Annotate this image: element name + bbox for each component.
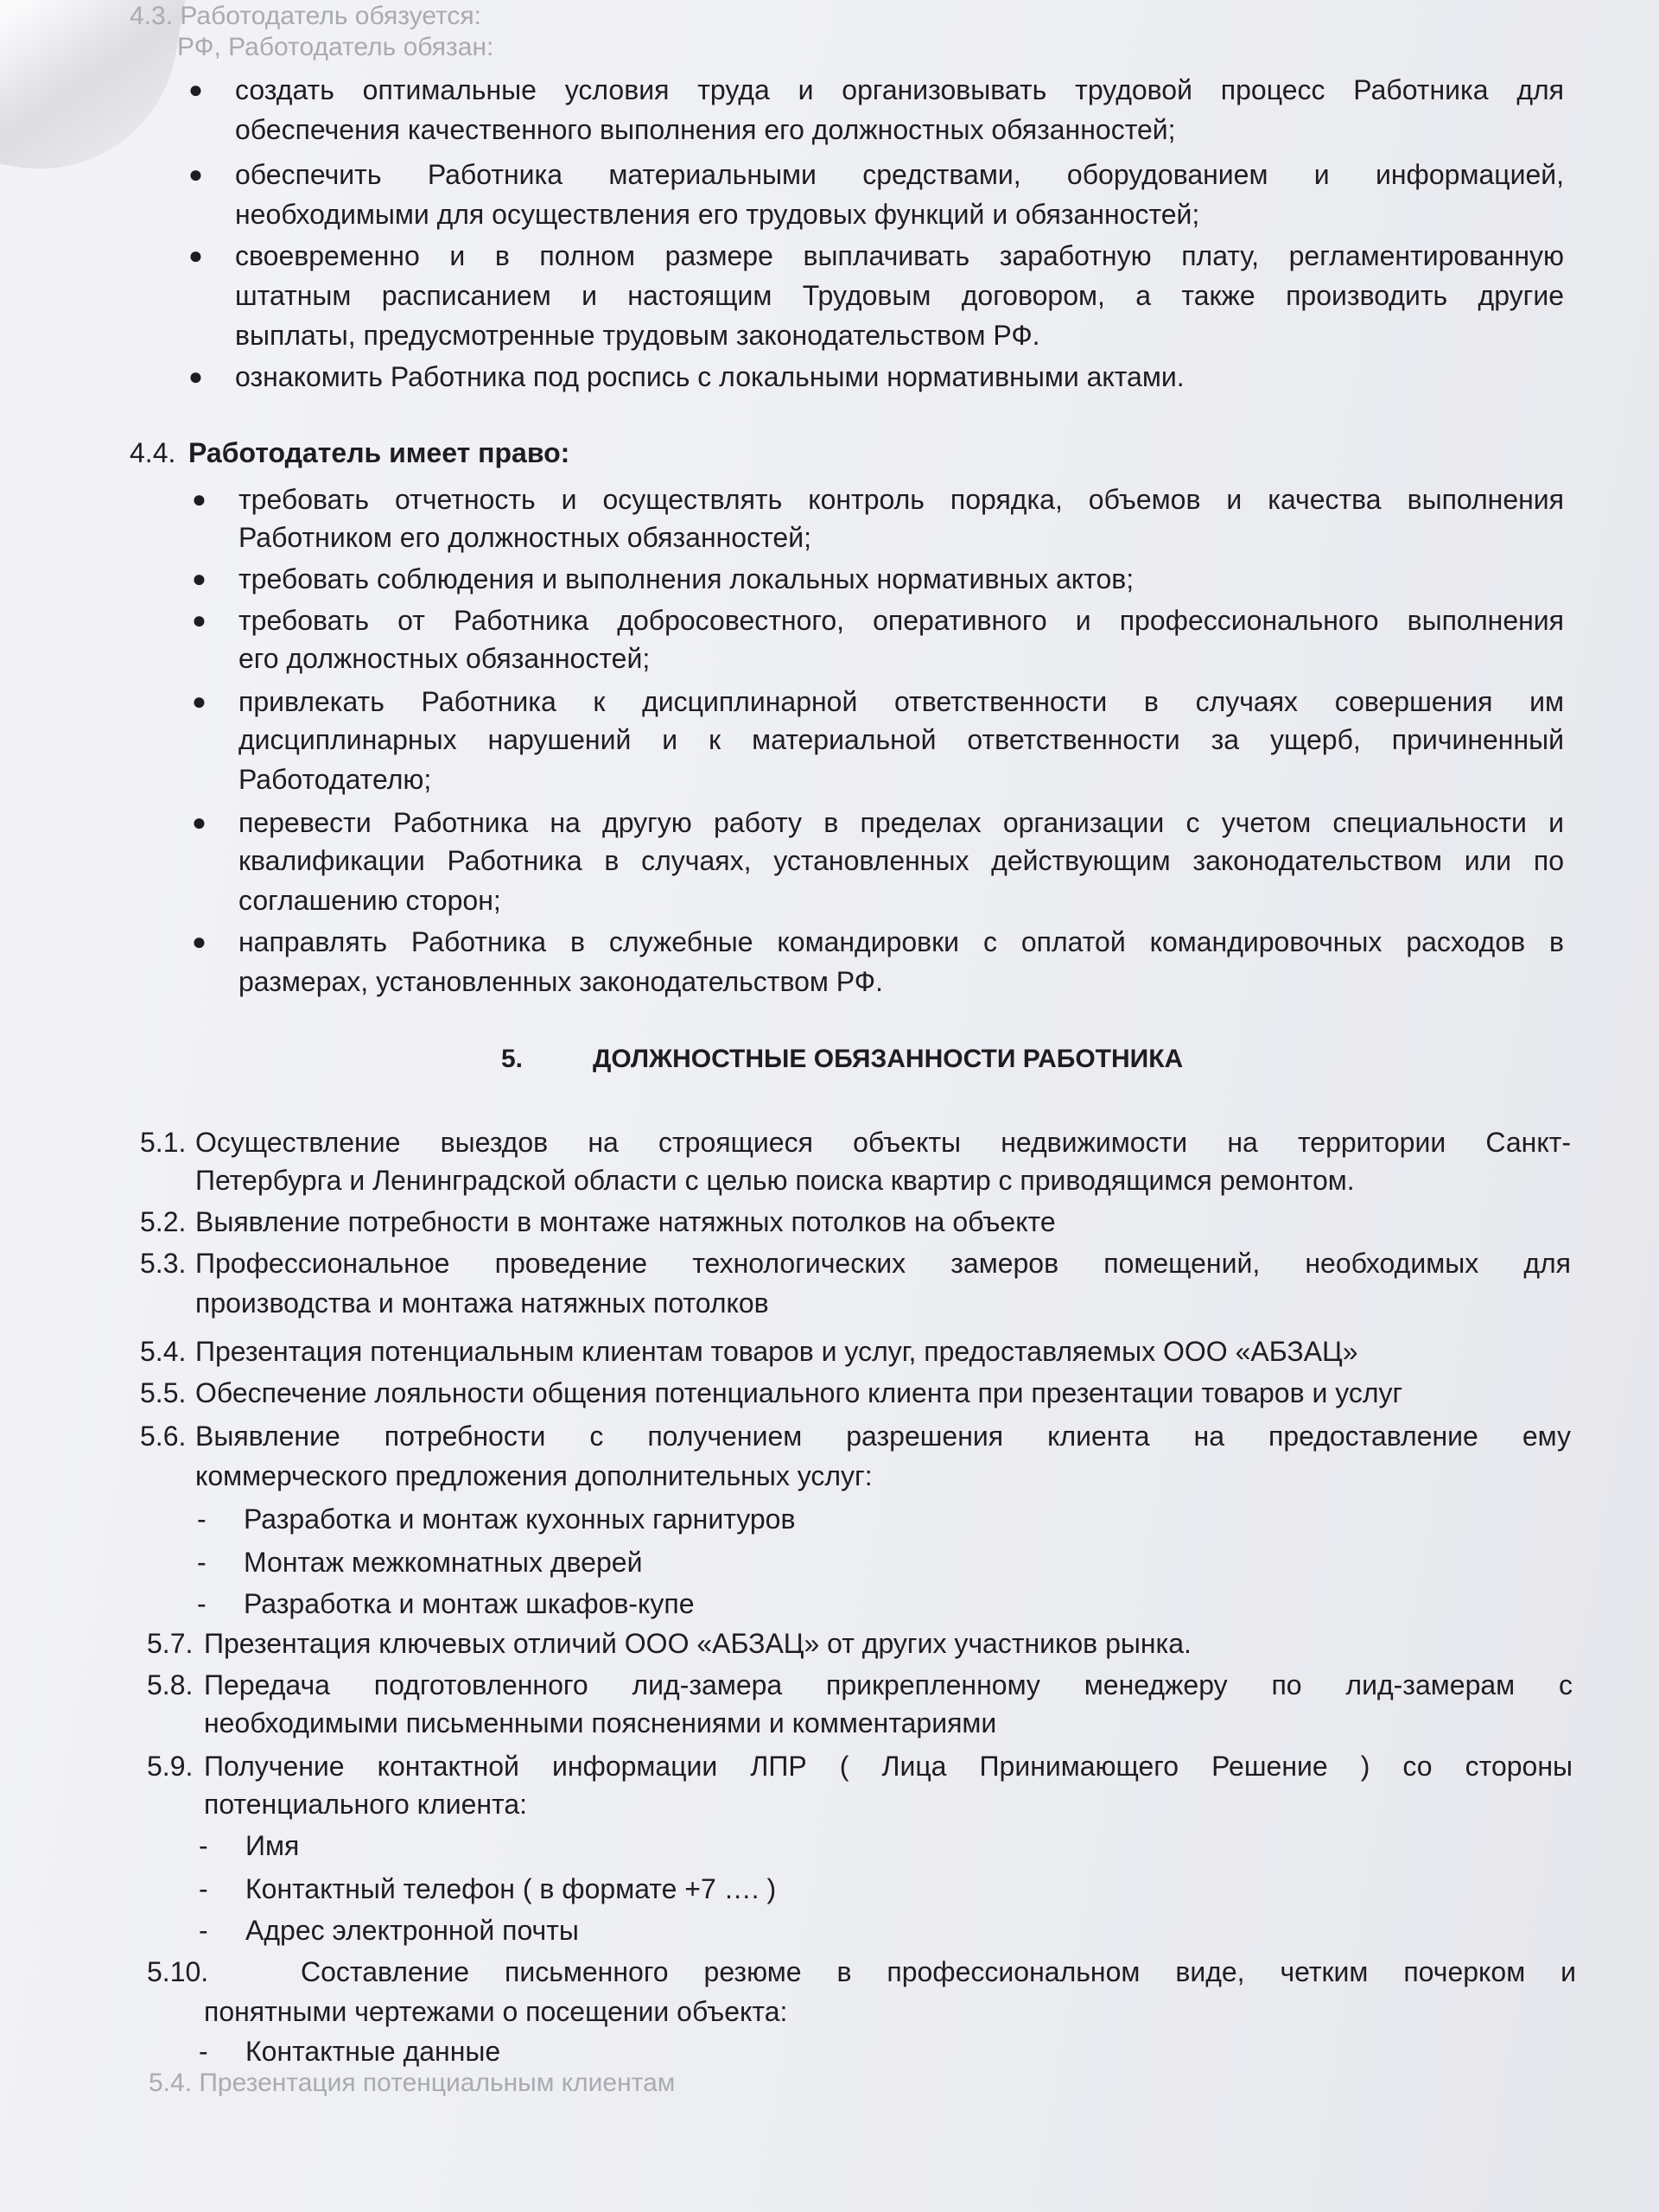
item-5-3-line-2: производства и монтажа натяжных потолков	[195, 1287, 769, 1319]
sub-5-6-3: Разработка и монтаж шкафов-купе	[244, 1588, 695, 1619]
ghost-text-top-1: 4.3. Работодатель обязуется:	[130, 2, 482, 30]
bullet-icon: ●	[192, 565, 207, 592]
bullet-4-3-2-line-1: обеспечить Работника материальными средствами, оборудованием и информацией,	[235, 159, 1564, 190]
section-4-4-number: 4.4.	[130, 437, 176, 468]
bullet-icon: ●	[188, 161, 203, 188]
bullet-icon: ●	[192, 607, 207, 633]
bullet-4-3-3-line-3: выплаты, предусмотренные трудовым законодательством РФ.	[235, 320, 1040, 351]
bullet-4-4-4-line-1: привлекать Работника к дисциплинарной ответственности в случаях совершения им	[238, 686, 1564, 717]
bullet-icon: ●	[192, 688, 207, 715]
item-5-1-line-1: Осуществление выездов на строящиеся объекты недвижимости на территории Санкт-	[195, 1127, 1571, 1158]
item-5-2-line-1: Выявление потребности в монтаже натяжных потолков на объекте	[195, 1206, 1056, 1237]
bullet-4-3-1-line-1: создать оптимальные условия труда и организовывать трудовой процесс Работника для	[235, 74, 1564, 105]
dash-marker: -	[199, 2036, 208, 2067]
bullet-icon: ●	[188, 363, 203, 390]
item-5-10-line-1: Составление письменного резюме в профессиональном виде, четким почерком и	[301, 1956, 1576, 1987]
bullet-4-4-3-line-1: требовать от Работника добросовестного, оперативного и профессионального выполнения	[238, 605, 1564, 636]
sub-5-9-1: Имя	[245, 1830, 300, 1861]
bullet-icon: ●	[192, 486, 207, 512]
item-5-6-line-1: Выявление потребности с получением разрешения клиента на предоставление ему	[195, 1421, 1571, 1452]
item-5-5-line-1: Обеспечение лояльности общения потенциального клиента при презентации товаров и услуг	[195, 1377, 1403, 1408]
bullet-4-4-5-line-3: соглашению сторон;	[238, 885, 501, 916]
item-5-8-line-2: необходимыми письменными пояснениями и комментариями	[204, 1707, 997, 1738]
bullet-4-4-2-line-1: требовать соблюдения и выполнения локальных нормативных актов;	[238, 563, 1135, 594]
item-number: 5.10.	[147, 1956, 209, 1987]
bullet-4-3-2-line-2: необходимыми для осуществления его трудовых функций и обязанностей;	[235, 199, 1200, 230]
item-number: 5.6.	[140, 1421, 187, 1452]
item-5-8-line-1: Передача подготовленного лид-замера прикрепленному менеджеру по лид-замерам с	[204, 1669, 1573, 1700]
sub-5-6-2: Монтаж межкомнатных дверей	[244, 1547, 643, 1578]
item-5-7-line-1: Презентация ключевых отличий ООО «АБЗАЦ» от других участников рынка.	[204, 1628, 1192, 1659]
bullet-4-4-1-line-1: требовать отчетность и осуществлять контроль порядка, объемов и качества выполнения	[238, 484, 1564, 515]
bullet-4-3-1-line-2: обеспечения качественного выполнения его должностных обязанностей;	[235, 114, 1176, 145]
item-number: 5.3.	[140, 1248, 187, 1279]
item-5-4-line-1: Презентация потенциальным клиентам товаров и услуг, предоставляемых ООО «АБЗАЦ»	[195, 1336, 1358, 1367]
bullet-4-4-1-line-2: Работником его должностных обязанностей;	[238, 522, 811, 553]
item-5-1-line-2: Петербурга и Ленинградской области с целью поиска квартир с приводящимся ремонтом.	[195, 1165, 1355, 1196]
dash-marker: -	[199, 1830, 208, 1861]
item-number: 5.7.	[147, 1628, 194, 1659]
sub-5-6-1: Разработка и монтаж кухонных гарнитуров	[244, 1503, 796, 1535]
bullet-4-3-3-line-2: штатным расписанием и настоящим Трудовым договором, а также производить другие	[235, 280, 1564, 311]
bullet-4-4-6-line-1: направлять Работника в служебные командировки с оплатой командировочных расходов в	[238, 926, 1564, 957]
dash-marker: -	[197, 1503, 207, 1535]
bullet-icon: ●	[188, 76, 203, 103]
bullet-icon: ●	[188, 242, 203, 269]
bullet-4-3-4-line-1: ознакомить Работника под роспись с локальными нормативными актами.	[235, 361, 1185, 392]
item-number: 5.4.	[140, 1336, 187, 1367]
bullet-icon: ●	[192, 809, 207, 836]
bullet-4-4-5-line-1: перевести Работника на другую работу в пределах организации с учетом специальности и	[238, 807, 1564, 838]
item-number: 5.9.	[147, 1751, 194, 1782]
dash-marker: -	[197, 1588, 207, 1619]
bullet-icon: ●	[192, 928, 207, 955]
item-5-3-line-1: Профессиональное проведение технологических замеров помещений, необходимых для	[195, 1248, 1571, 1279]
bullet-4-3-3-line-1: своевременно и в полном размере выплачивать заработную плату, регламентированную	[235, 240, 1564, 271]
dash-marker: -	[199, 1915, 208, 1946]
sub-5-9-2: Контактный телефон ( в формате +7 …. )	[245, 1873, 777, 1904]
item-number: 5.1.	[140, 1127, 187, 1158]
bullet-4-4-4-line-3: Работодателю;	[238, 764, 432, 795]
bullet-4-4-5-line-2: квалификации Работника в случаях, установленных действующим законодательством или по	[238, 845, 1564, 876]
item-5-9-line-1: Получение контактной информации ЛПР ( Лица Принимающего Решение ) со стороны	[204, 1751, 1573, 1782]
item-5-6-line-2: коммерческого предложения дополнительных услуг:	[195, 1460, 873, 1491]
ghost-text-bottom: 5.4. Презентация потенциальным клиентам	[149, 2069, 676, 2097]
item-5-9-line-2: потенциального клиента:	[204, 1789, 528, 1820]
bullet-4-4-3-line-2: его должностных обязанностей;	[238, 643, 651, 674]
sub-5-10-1: Контактные данные	[245, 2036, 501, 2067]
bullet-4-4-4-line-2: дисциплинарных нарушений и к материальной ответственности за ущерб, причиненный	[238, 724, 1564, 755]
section-5-heading-number: 5.	[501, 1045, 524, 1073]
item-number: 5.8.	[147, 1669, 194, 1700]
item-5-10-line-2: понятными чертежами о посещении объекта:	[204, 1996, 788, 2027]
item-number: 5.2.	[140, 1206, 187, 1237]
dash-marker: -	[199, 1873, 208, 1904]
sub-5-9-3: Адрес электронной почты	[245, 1915, 579, 1946]
bullet-4-4-6-line-2: размерах, установленных законодательством РФ.	[238, 966, 883, 997]
section-5-heading: ДОЛЖНОСТНЫЕ ОБЯЗАННОСТИ РАБОТНИКА	[593, 1045, 1184, 1073]
item-number: 5.5.	[140, 1377, 187, 1408]
section-4-4-title: Работодатель имеет право:	[188, 437, 570, 468]
ghost-text-top-2: РФ, Работодатель обязан:	[177, 33, 494, 61]
dash-marker: -	[197, 1547, 207, 1578]
